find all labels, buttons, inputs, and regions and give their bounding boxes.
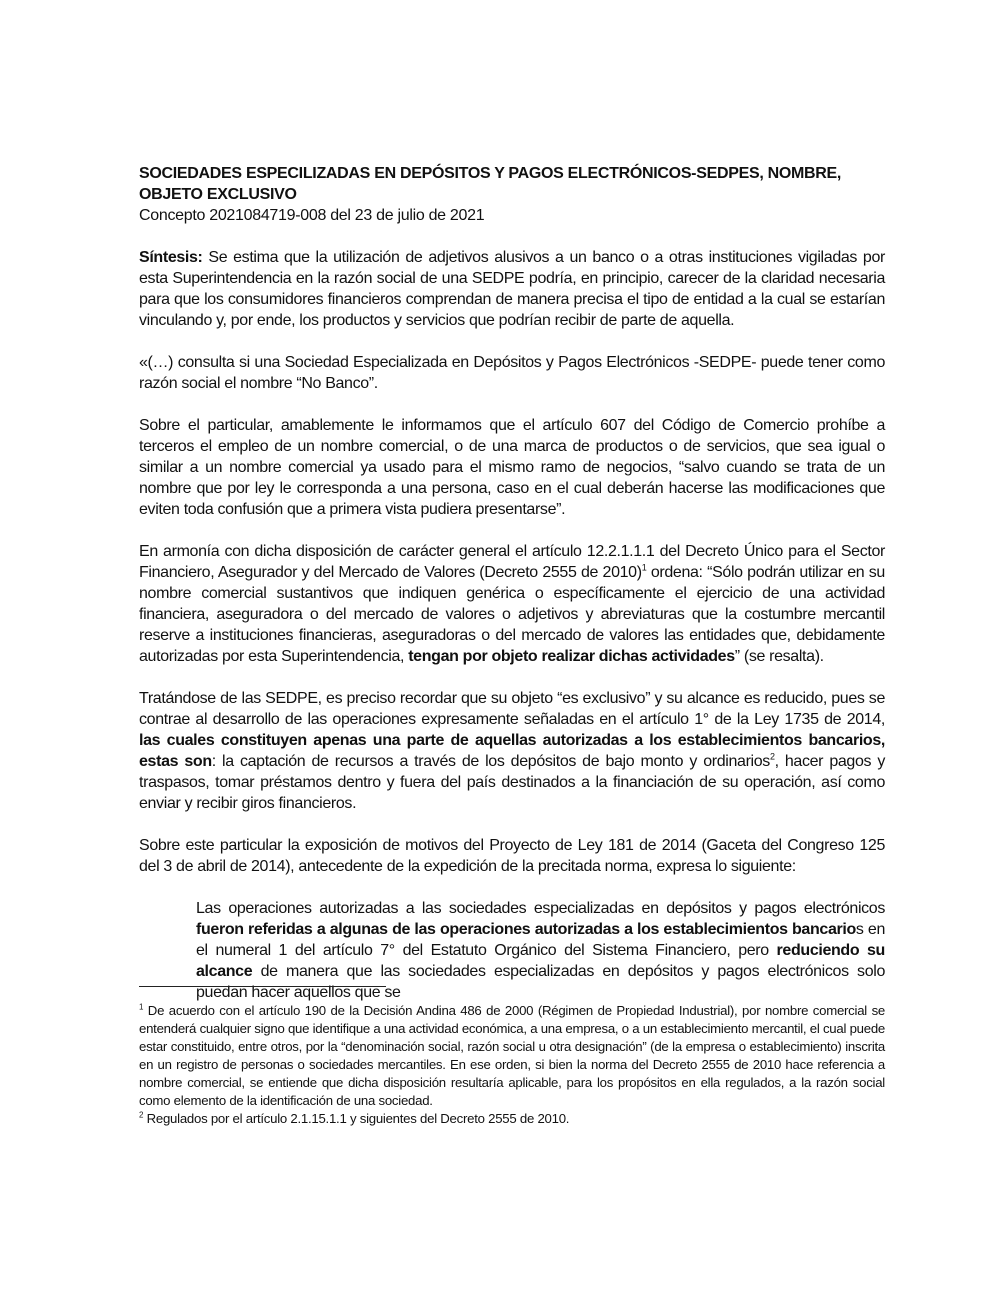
- sintesis-label: Síntesis:: [139, 249, 203, 266]
- footnote-ref-1[interactable]: 1: [641, 562, 647, 573]
- sedpe-bold: las cuales constituyen apenas una parte de aquellas autorizadas a los establecimientos bancarios, estas son: [139, 732, 885, 770]
- quote-text-b: s en el numeral 1 del artículo 7° del Estatuto Orgánico del Sistema Financiero, pero: [196, 921, 886, 959]
- quote-bold-2: reduciendo su alcance: [196, 942, 885, 980]
- exposicion-paragraph: Sobre este particular la exposición de motivos del Proyecto de Ley 181 de 2014 (Gaceta del Congreso 125 del 3 de abril de 2014), antecedente de la expedición de la precitada norma, expresa lo siguiente:: [139, 837, 885, 875]
- armonia-text-c: ” (se resalta).: [734, 648, 824, 665]
- sedpe-paragraph: [139, 688, 885, 814]
- footnote-ref-2[interactable]: 2: [769, 751, 775, 762]
- document-body: [139, 163, 885, 1024]
- armonia-text-b: ordena: “Sólo podrán utilizar en su nombre comercial sustantivos que indiquen genérica o específicamente el ejercicio de una actividad financiera, aseguradora o del mercado de valores o adjetivos y abreviaturas que la costumbre mercantil reserve a instituciones financieras, aseguradoras o del mercado de valores las entidades que, debidamente autorizadas por esta Superintendencia,: [139, 564, 885, 665]
- footnote-1-text: De acuerdo con el artículo 190 de la Decisión Andina 486 de 2000 (Régimen de Propiedad Industrial), por nombre comercial se entenderá cualquier signo que identifique a una actividad económica, a una empresa, o a un establecimiento mercantil, el cual puede estar constituido, entre otros, por la “denominación social, razón social u otra designación” (de la empresa o establecimiento) inscrita en un registro de personas o sociedades mercantiles. En ese orden, si bien la norma del Decreto 2555 de 2010 hace referencia a nombre comercial, se entiende que dicha disposición resultaría aplicable, para los propósitos en ella regulados, a la razón social como elemento de la identificación de una sociedad.: [139, 1003, 885, 1108]
- particular-paragraph: Sobre el particular, amablemente le informamos que el artículo 607 del Código de Comercio prohíbe a terceros el empleo de un nombre comercial, o de una marca de productos o de servicios, que sea igual o similar a un nombre comercial ya usado para el mismo ramo de negocios, “salvo cuando se trata de un nombre que por ley le corresponda a una persona, caso en el cual deberán hacerse las modificaciones que eviten toda confusión que a primera vista pudiera presentarse”.: [139, 417, 885, 518]
- sedpe-text-a: Tratándose de las SEDPE, es preciso recordar que su objeto “es exclusivo” y su alcance es reducido, pues se contrae al desarrollo de las operaciones expresamente señaladas en el artículo 1° de la Ley 1735 de 2014,: [139, 690, 885, 728]
- footnote-2: [139, 1110, 885, 1128]
- footnote-1-number: 1: [139, 1002, 144, 1012]
- footnotes-section: [139, 986, 885, 1128]
- sintesis-paragraph: [139, 247, 885, 331]
- document-subtitle: Concepto 2021084719-008 del 23 de julio de 2021: [139, 207, 485, 224]
- sedpe-text-c: , hacer pagos y traspasos, tomar préstamos dentro y fuera del país destinados a la financiación de su operación, así como enviar y recibir giros financieros.: [139, 753, 885, 812]
- quote-bold-1: fueron referidas a algunas de las operaciones autorizadas a los establecimientos bancario: [196, 921, 856, 938]
- armonia-text-a: En armonía con dicha disposición de carácter general el artículo 12.2.1.1.1 del Decreto Único para el Sector Financiero, Asegurador y del Mercado de Valores (Decreto 2555 de 2010): [139, 543, 885, 581]
- sintesis-text: Se estima que la utilización de adjetivos alusivos a un banco o a otras instituciones vigiladas por esta Superintendencia en la razón social de una SEDPE podría, en principio, carecer de la claridad necesaria para que los consumidores financieros comprendan de manera precisa el tipo de entidad a la cual se estarían vinculando y, por ende, los productos y servicios que podrían recibir de parte de aquella.: [139, 249, 885, 329]
- consulta-paragraph: «(…) consulta si una Sociedad Especializada en Depósitos y Pagos Electrónicos -SEDPE- puede tener como razón social el nombre “No Banco”.: [139, 354, 885, 392]
- footnote-divider: [139, 986, 386, 987]
- footnote-2-number: 2: [139, 1110, 144, 1120]
- document-title: SOCIEDADES ESPECILIZADAS EN DEPÓSITOS Y PAGOS ELECTRÓNICOS-SEDPES, NOMBRE, OBJETO EXCLUSIVO: [139, 165, 842, 203]
- quote-text-c: de manera que las sociedades especializadas en depósitos y pagos electrónicos solo puedan hacer aquellos que se: [196, 963, 885, 1001]
- footnote-1: [139, 1002, 885, 1110]
- armonia-bold: tengan por objeto realizar dichas actividades: [408, 648, 735, 665]
- quote-text-a: Las operaciones autorizadas a las sociedades especializadas en depósitos y pagos electrónicos: [196, 900, 885, 917]
- footnote-2-text: Regulados por el artículo 2.1.15.1.1 y siguientes del Decreto 2555 de 2010.: [143, 1111, 570, 1126]
- sedpe-text-b: : la captación de recursos a través de los depósitos de bajo monto y ordinarios: [211, 753, 770, 770]
- armonia-paragraph: [139, 541, 885, 667]
